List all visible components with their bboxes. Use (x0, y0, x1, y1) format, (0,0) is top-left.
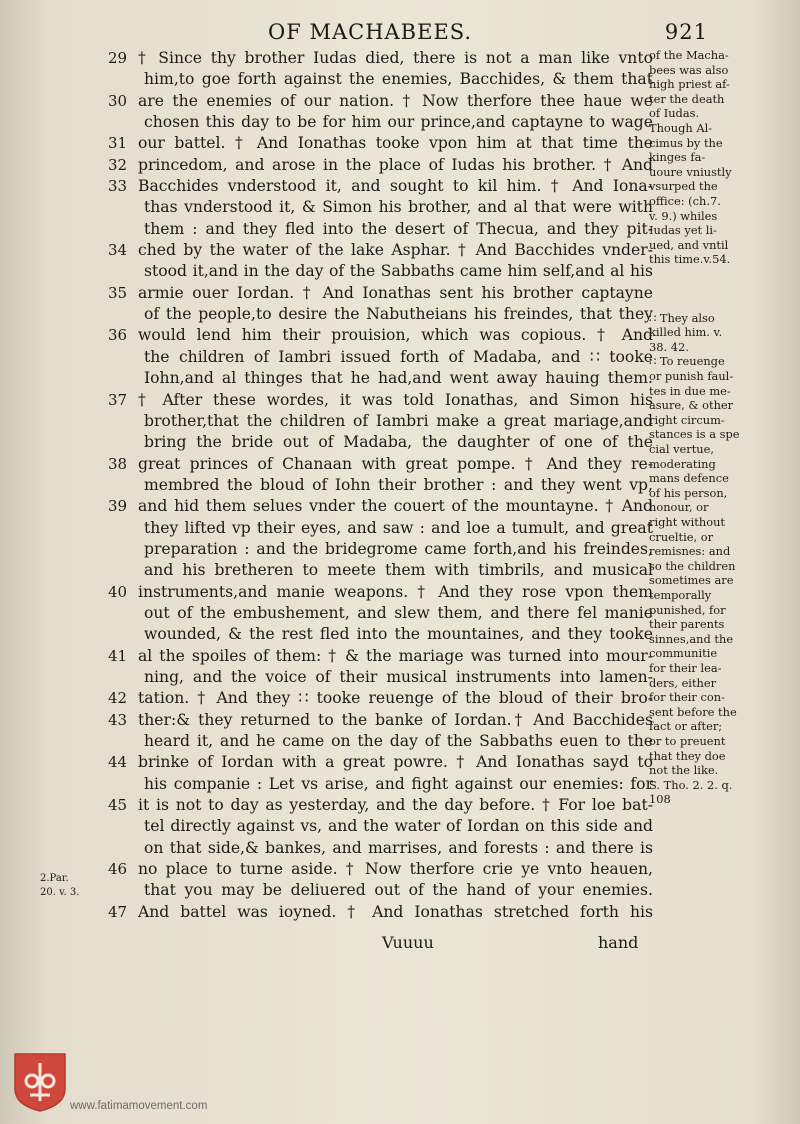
margin-note-line: temporally (649, 587, 712, 602)
verse-number: 42 (108, 689, 128, 708)
text-line (108, 432, 653, 453)
main-text-column (108, 48, 653, 923)
margin-note-line: ued, and vntil (649, 237, 729, 252)
text-line (108, 176, 653, 197)
margin-note-line: of his person, (649, 485, 728, 500)
line-text: thas vnderstood it, & Simon his brother, and al that were with (144, 198, 653, 217)
text-line (108, 240, 653, 261)
text-line (108, 219, 653, 240)
line-text: the children of Iambri issued forth of Madaba, and ∷ tooke (144, 347, 653, 366)
line-text: our battel. † And Ionathas tooke vpon him at that time the (138, 134, 653, 153)
text-line (108, 518, 653, 539)
verse-number: 45 (108, 796, 128, 815)
margin-note-line: this time.v.54. (649, 252, 731, 267)
line-text: brinke of Iordan with a great powre. † And Ionathas sayd to (138, 753, 653, 772)
line-text: instruments,and manie weapons. † And they rose vpon them (138, 582, 653, 601)
margin-note-line: punished, for (649, 602, 726, 617)
margin-note-line: mans defence (649, 471, 729, 486)
margin-note-line: honour, or (649, 500, 709, 515)
line-text: of the people,to desire the Nabutheians his freindes, that they (144, 305, 653, 324)
margin-notes-column (649, 48, 799, 807)
margin-note-line: crueltie, or (649, 529, 714, 544)
line-text: and his bretheren to meete them with timbrils, and musical (144, 561, 653, 580)
text-line (108, 752, 653, 773)
text-line (108, 390, 653, 411)
line-text: no place to turne aside. † Now therfore crie ye vnto heauen, (138, 860, 653, 879)
margin-note-line: ders, either (649, 675, 717, 690)
margin-note-line: stances is a spe (649, 427, 740, 442)
margin-note-line (649, 282, 799, 297)
margin-note-line: remisnes: and (649, 544, 731, 559)
text-line (108, 667, 653, 688)
line-text: ched by the water of the lake Asphar. † And Bacchides vnder- (138, 241, 653, 260)
line-text: them : and they fled into the desert of Thecua, and they pit- (144, 219, 653, 238)
text-line (108, 454, 653, 475)
margin-note-line: that they doe (649, 748, 726, 763)
line-text: and hid them selues vnder the couert of the mountayne. † And (138, 497, 653, 516)
margin-note-line: not the like. (649, 763, 719, 778)
text-line (108, 838, 653, 859)
running-header (268, 20, 708, 46)
verse-number: 32 (108, 155, 128, 174)
line-text: stood it,and in the day of the Sabbaths came him self,and al his (144, 262, 653, 281)
margin-note-line: of the Macha- (649, 48, 729, 62)
margin-note-line: or to preuent (649, 733, 726, 748)
line-text: † After these wordes, it was told Ionathas, and Simon his (138, 390, 653, 409)
verse-number: 29 (108, 49, 128, 67)
margin-note-line: or punish faul- (649, 369, 734, 384)
verse-number: 39 (108, 497, 128, 516)
text-line (108, 48, 653, 69)
text-line (108, 582, 653, 603)
margin-note-line: Though Al- (649, 120, 713, 135)
line-text: ther:& they returned to the banke of Iordan.† And Bacchides (138, 710, 653, 729)
line-text: Iohn,and al thinges that he had,and went away hauing them. (144, 369, 653, 388)
margin-note-line (649, 267, 799, 282)
verse-number: 43 (108, 710, 128, 729)
line-text: armie ouer Iordan. † And Ionathas sent his brother captayne (138, 283, 653, 302)
text-line (108, 347, 653, 368)
text-line (108, 560, 653, 581)
line-text: And battel was ioyned. † And Ionathas stretched forth his (138, 902, 653, 921)
line-text: out of the embushement, and slew them, and there fel manie (144, 603, 653, 622)
line-text: Bacchides vnderstood it, and sought to kil him. † And Iona- (138, 177, 653, 196)
margin-note-line: uoure vniustly (649, 164, 732, 179)
margin-note-line: communitie (649, 646, 718, 661)
verse-number: 44 (108, 753, 128, 772)
text-line (108, 731, 653, 752)
margin-note-line: their parents (649, 617, 725, 632)
line-text: on that side,& bankes, and marrises, and forests : and there is (144, 838, 653, 857)
verse-number: 40 (108, 582, 128, 601)
margin-note-line: sometimes are (649, 573, 734, 588)
text-line (108, 603, 653, 624)
margin-note-line: v. 9.) whiles (649, 208, 718, 223)
line-text: that you may be deliuered out of the hand of your enemies. (144, 881, 653, 900)
margin-note-line: vsurped the (649, 179, 718, 194)
line-text: his companie : Let vs arise, and fight against our enemies: for (144, 774, 653, 793)
margin-note-line: for their lea- (649, 660, 722, 675)
text-line (108, 133, 653, 154)
margin-note-line: bees was also (649, 62, 729, 77)
left-margin-reference (40, 872, 79, 900)
margin-note-line: 108 (649, 792, 671, 807)
margin-note-line: ∷ To reuenge (649, 354, 725, 369)
website-watermark[interactable]: www.fatimamovement.com (70, 1100, 208, 1112)
line-text: chosen this day to be for him our prince,and captayne to wage (144, 113, 653, 132)
text-line (108, 774, 653, 795)
margin-note-line: so the children (649, 558, 736, 573)
text-line (108, 539, 653, 560)
text-line (108, 496, 653, 517)
line-text: tation. † And they ∷ tooke reuenge of the bloud of their bro- (138, 689, 653, 708)
margin-note-line (649, 296, 799, 311)
margin-note-line: right circum- (649, 412, 725, 427)
text-line (108, 304, 653, 325)
margin-note-line: office: (ch.7. (649, 193, 721, 208)
line-text: princedom, and arose in the place of Iudas his brother. † And (138, 155, 653, 174)
line-text: wounded, & the rest fled into the mountaines, and they tooke (144, 625, 653, 644)
margin-note-line: fact or after; (649, 719, 723, 734)
text-line (108, 261, 653, 282)
verse-number: 36 (108, 326, 128, 345)
line-text: they lifted vp their eyes, and saw : and loe a tumult, and great (144, 518, 653, 537)
verse-number: 46 (108, 860, 128, 879)
verse-number: 37 (108, 390, 128, 409)
text-line (108, 91, 653, 112)
text-line (108, 795, 653, 816)
text-line (108, 710, 653, 731)
text-line (108, 475, 653, 496)
text-line (108, 368, 653, 389)
line-text: tel directly against vs, and the water of Iordan on this side and (144, 817, 653, 836)
margin-note-line: cimus by the (649, 135, 723, 150)
line-text: membred the bloud of Iohn their brother : and they went vp, (144, 475, 653, 494)
line-text: it is not to day as yesterday, and the day before. † For loe bat- (138, 796, 653, 815)
text-line (108, 816, 653, 837)
margin-note-line: killed him. v. (649, 325, 723, 340)
line-text: would lend him their prouision, which was copious. † And (138, 326, 653, 345)
text-line (108, 902, 653, 923)
margin-note-line: for their con- (649, 690, 725, 705)
verse-number: 34 (108, 241, 128, 260)
text-line (108, 646, 653, 667)
line-text: are the enemies of our nation. † Now therfore thee haue we (138, 91, 653, 110)
running-title: OF MACHABEES. (268, 20, 473, 44)
margin-note-line: ter the death (649, 91, 725, 106)
margin-note-line: moderating (649, 456, 716, 471)
line-text: † Since thy brother Iudas died, there is not a man like vnto (138, 49, 653, 67)
margin-note-line: sinnes,and the (649, 631, 734, 646)
margin-note-line: kinges fa- (649, 150, 706, 165)
verse-number: 47 (108, 902, 128, 921)
margin-note-line: Iudas yet li- (649, 223, 717, 238)
verse-number: 31 (108, 134, 128, 153)
verse-number: 33 (108, 177, 128, 196)
text-line (108, 197, 653, 218)
margin-note-line: tes in due me- (649, 383, 731, 398)
fatima-movement-logo (12, 1051, 68, 1113)
line-text: great princes of Chanaan with great pompe. † And they re- (138, 454, 653, 473)
verse-number: 38 (108, 454, 128, 473)
margin-note-line: cial vertue, (649, 442, 714, 457)
line-text: preparation : and the bridegrome came forth,and his freindes, (144, 539, 653, 558)
text-line (108, 688, 653, 709)
text-line (108, 624, 653, 645)
line-text: al the spoiles of them: † & the mariage was turned into mour- (138, 646, 653, 665)
verse-number: 30 (108, 91, 128, 110)
text-line (108, 411, 653, 432)
margin-note-line: 38. 42. (649, 339, 689, 354)
margin-note-line: of Iudas. (649, 106, 700, 121)
text-line (108, 155, 653, 176)
margin-note-line: S. Tho. 2. 2. q. (649, 777, 733, 792)
reference-line: 2.Par. (40, 873, 69, 884)
margin-note-line: ∷ They also (649, 310, 715, 325)
line-text: brother,that the children of Iambri make a great mariage,and (144, 411, 653, 430)
verse-number: 41 (108, 646, 128, 665)
margin-note-line: sent before the (649, 704, 737, 719)
text-line (108, 859, 653, 880)
margin-note-line: asure, & other (649, 398, 734, 413)
text-line (108, 69, 653, 90)
margin-note-line: high priest af- (649, 77, 730, 92)
verse-number: 35 (108, 283, 128, 302)
page-number: 921 (664, 20, 708, 44)
reference-line: 20. v. 3. (40, 887, 80, 898)
line-text: bring the bride out of Madaba, the daughter of one of the (144, 433, 653, 452)
text-line (108, 880, 653, 901)
line-text: ning, and the voice of their musical instruments into lamen- (144, 667, 653, 686)
line-text: heard it, and he came on the day of the Sabbaths euen to the (144, 732, 653, 750)
signature-mark: Vuuuu (382, 933, 434, 952)
text-line (108, 112, 653, 133)
text-line (108, 325, 653, 346)
margin-note-line: right without (649, 515, 725, 529)
text-line (108, 283, 653, 304)
catchword: hand (598, 933, 639, 952)
line-text: him,to goe forth against the enemies, Bacchides, & them that (144, 70, 653, 89)
